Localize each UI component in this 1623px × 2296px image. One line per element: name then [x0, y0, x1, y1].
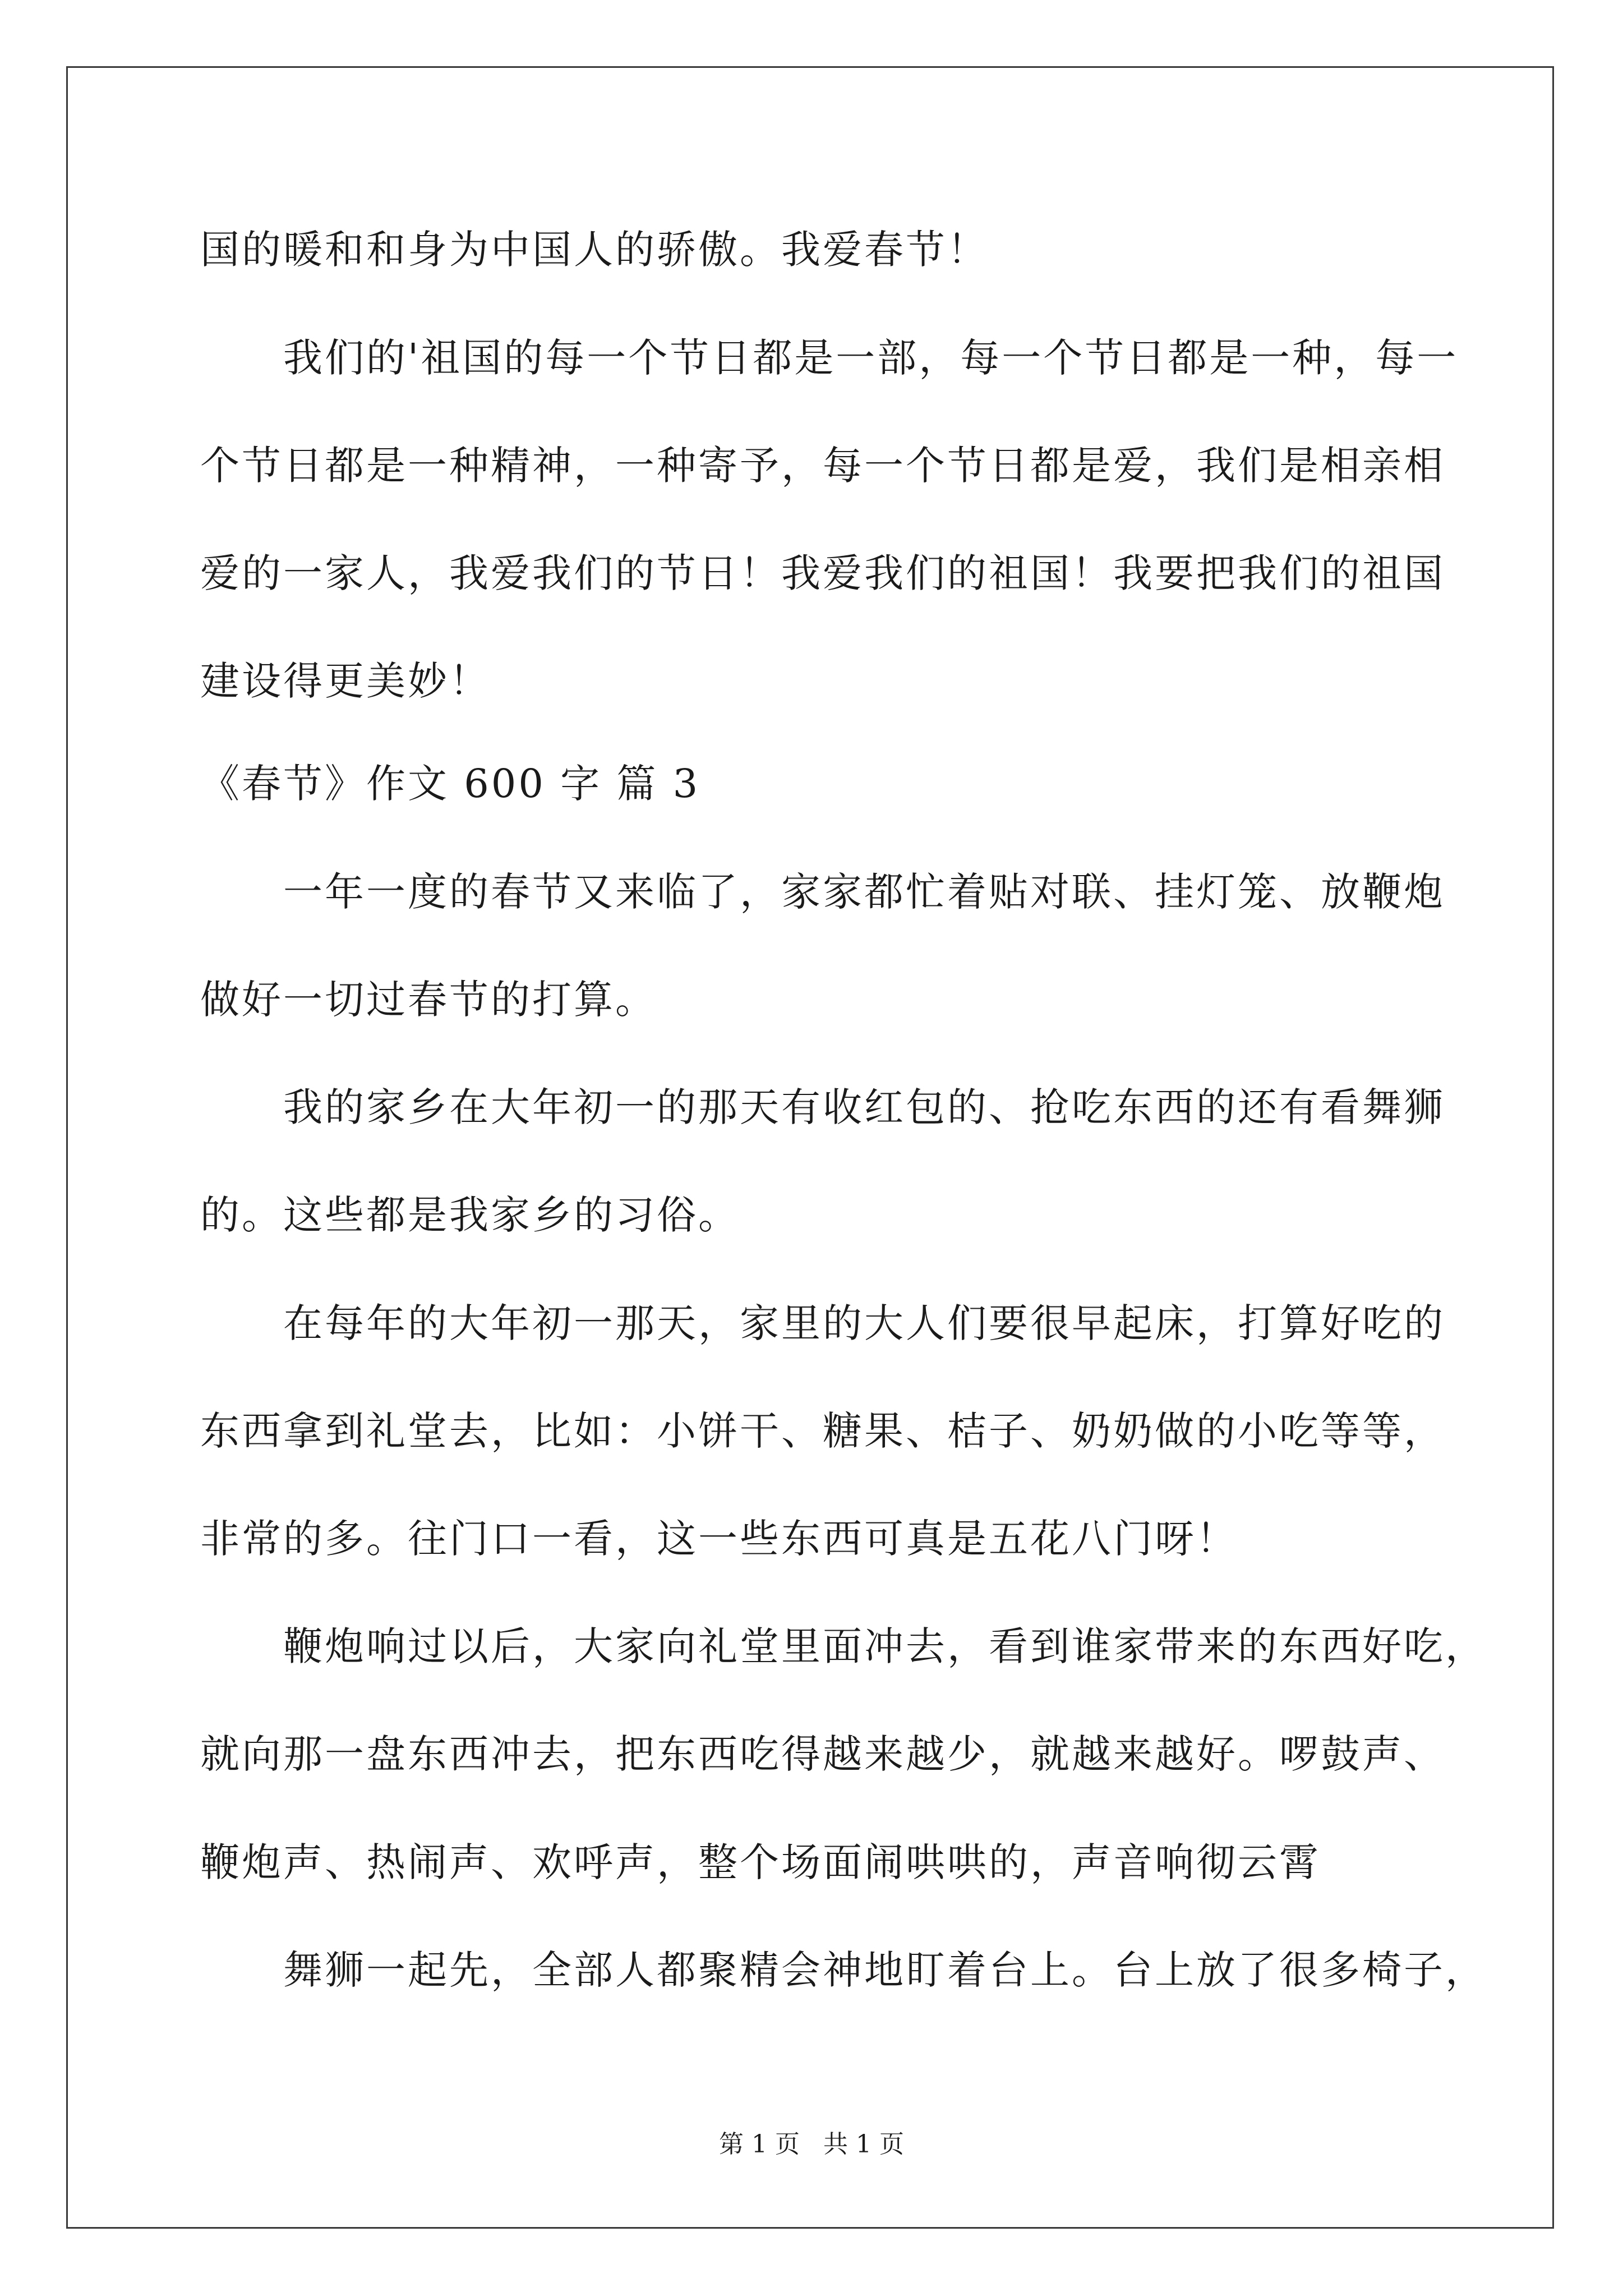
text-line: 我的家乡在大年初一的那天有收红包的、抢吃东西的还有看舞狮: [283, 1084, 1445, 1130]
page-total: 共 1 页: [823, 2130, 904, 2159]
text-line: 的。这些都是我家乡的习俗。: [200, 1192, 740, 1238]
page-number: 第 1 页: [719, 2130, 800, 2159]
text-line: 鞭炮声、热闹声、欢呼声，整个场面闹哄哄的，声音响彻云霄: [200, 1839, 1321, 1885]
section-heading: 《春节》作文 600 字 篇 3: [200, 761, 700, 807]
text-line: 做好一切过春节的打算。: [200, 977, 657, 1023]
page-border: [66, 66, 1554, 2229]
text-line: 一年一度的春节又来临了，家家都忙着贴对联、挂灯笼、放鞭炮: [283, 869, 1445, 915]
text-line: 舞狮一起先，全部人都聚精会神地盯着台上。台上放了很多椅子，: [283, 1947, 1487, 1993]
text-line: 在每年的大年初一那天，家里的大人们要很早起床，打算好吃的: [283, 1300, 1445, 1346]
text-line: 就向那一盘东西冲去，把东西吃得越来越少，就越来越好。啰鼓声、: [200, 1731, 1445, 1777]
text-line: 个节日都是一种精神，一种寄予，每一个节日都是爱，我们是相亲相: [200, 443, 1445, 489]
text-line: 鞭炮响过以后，大家向礼堂里面冲去，看到谁家带来的东西好吃，: [283, 1623, 1487, 1669]
text-line: 爱的一家人，我爱我们的节日！我爱我们的祖国！我要把我们的祖国: [200, 550, 1445, 596]
text-line: 东西拿到礼堂去，比如：小饼干、糖果、桔子、奶奶做的小吃等等，: [200, 1408, 1445, 1454]
page-footer: [0, 2128, 1623, 2161]
text-line: 非常的多。往门口一看，这一些东西可真是五花八门呀！: [200, 1516, 1238, 1562]
text-line: 我们的'祖国的每一个节日都是一部，每一个节日都是一种，每一: [283, 335, 1459, 381]
text-line: 建设得更美妙！: [200, 658, 491, 704]
text-line: 国的暖和和身为中国人的骄傲。我爱春节！: [200, 227, 989, 273]
